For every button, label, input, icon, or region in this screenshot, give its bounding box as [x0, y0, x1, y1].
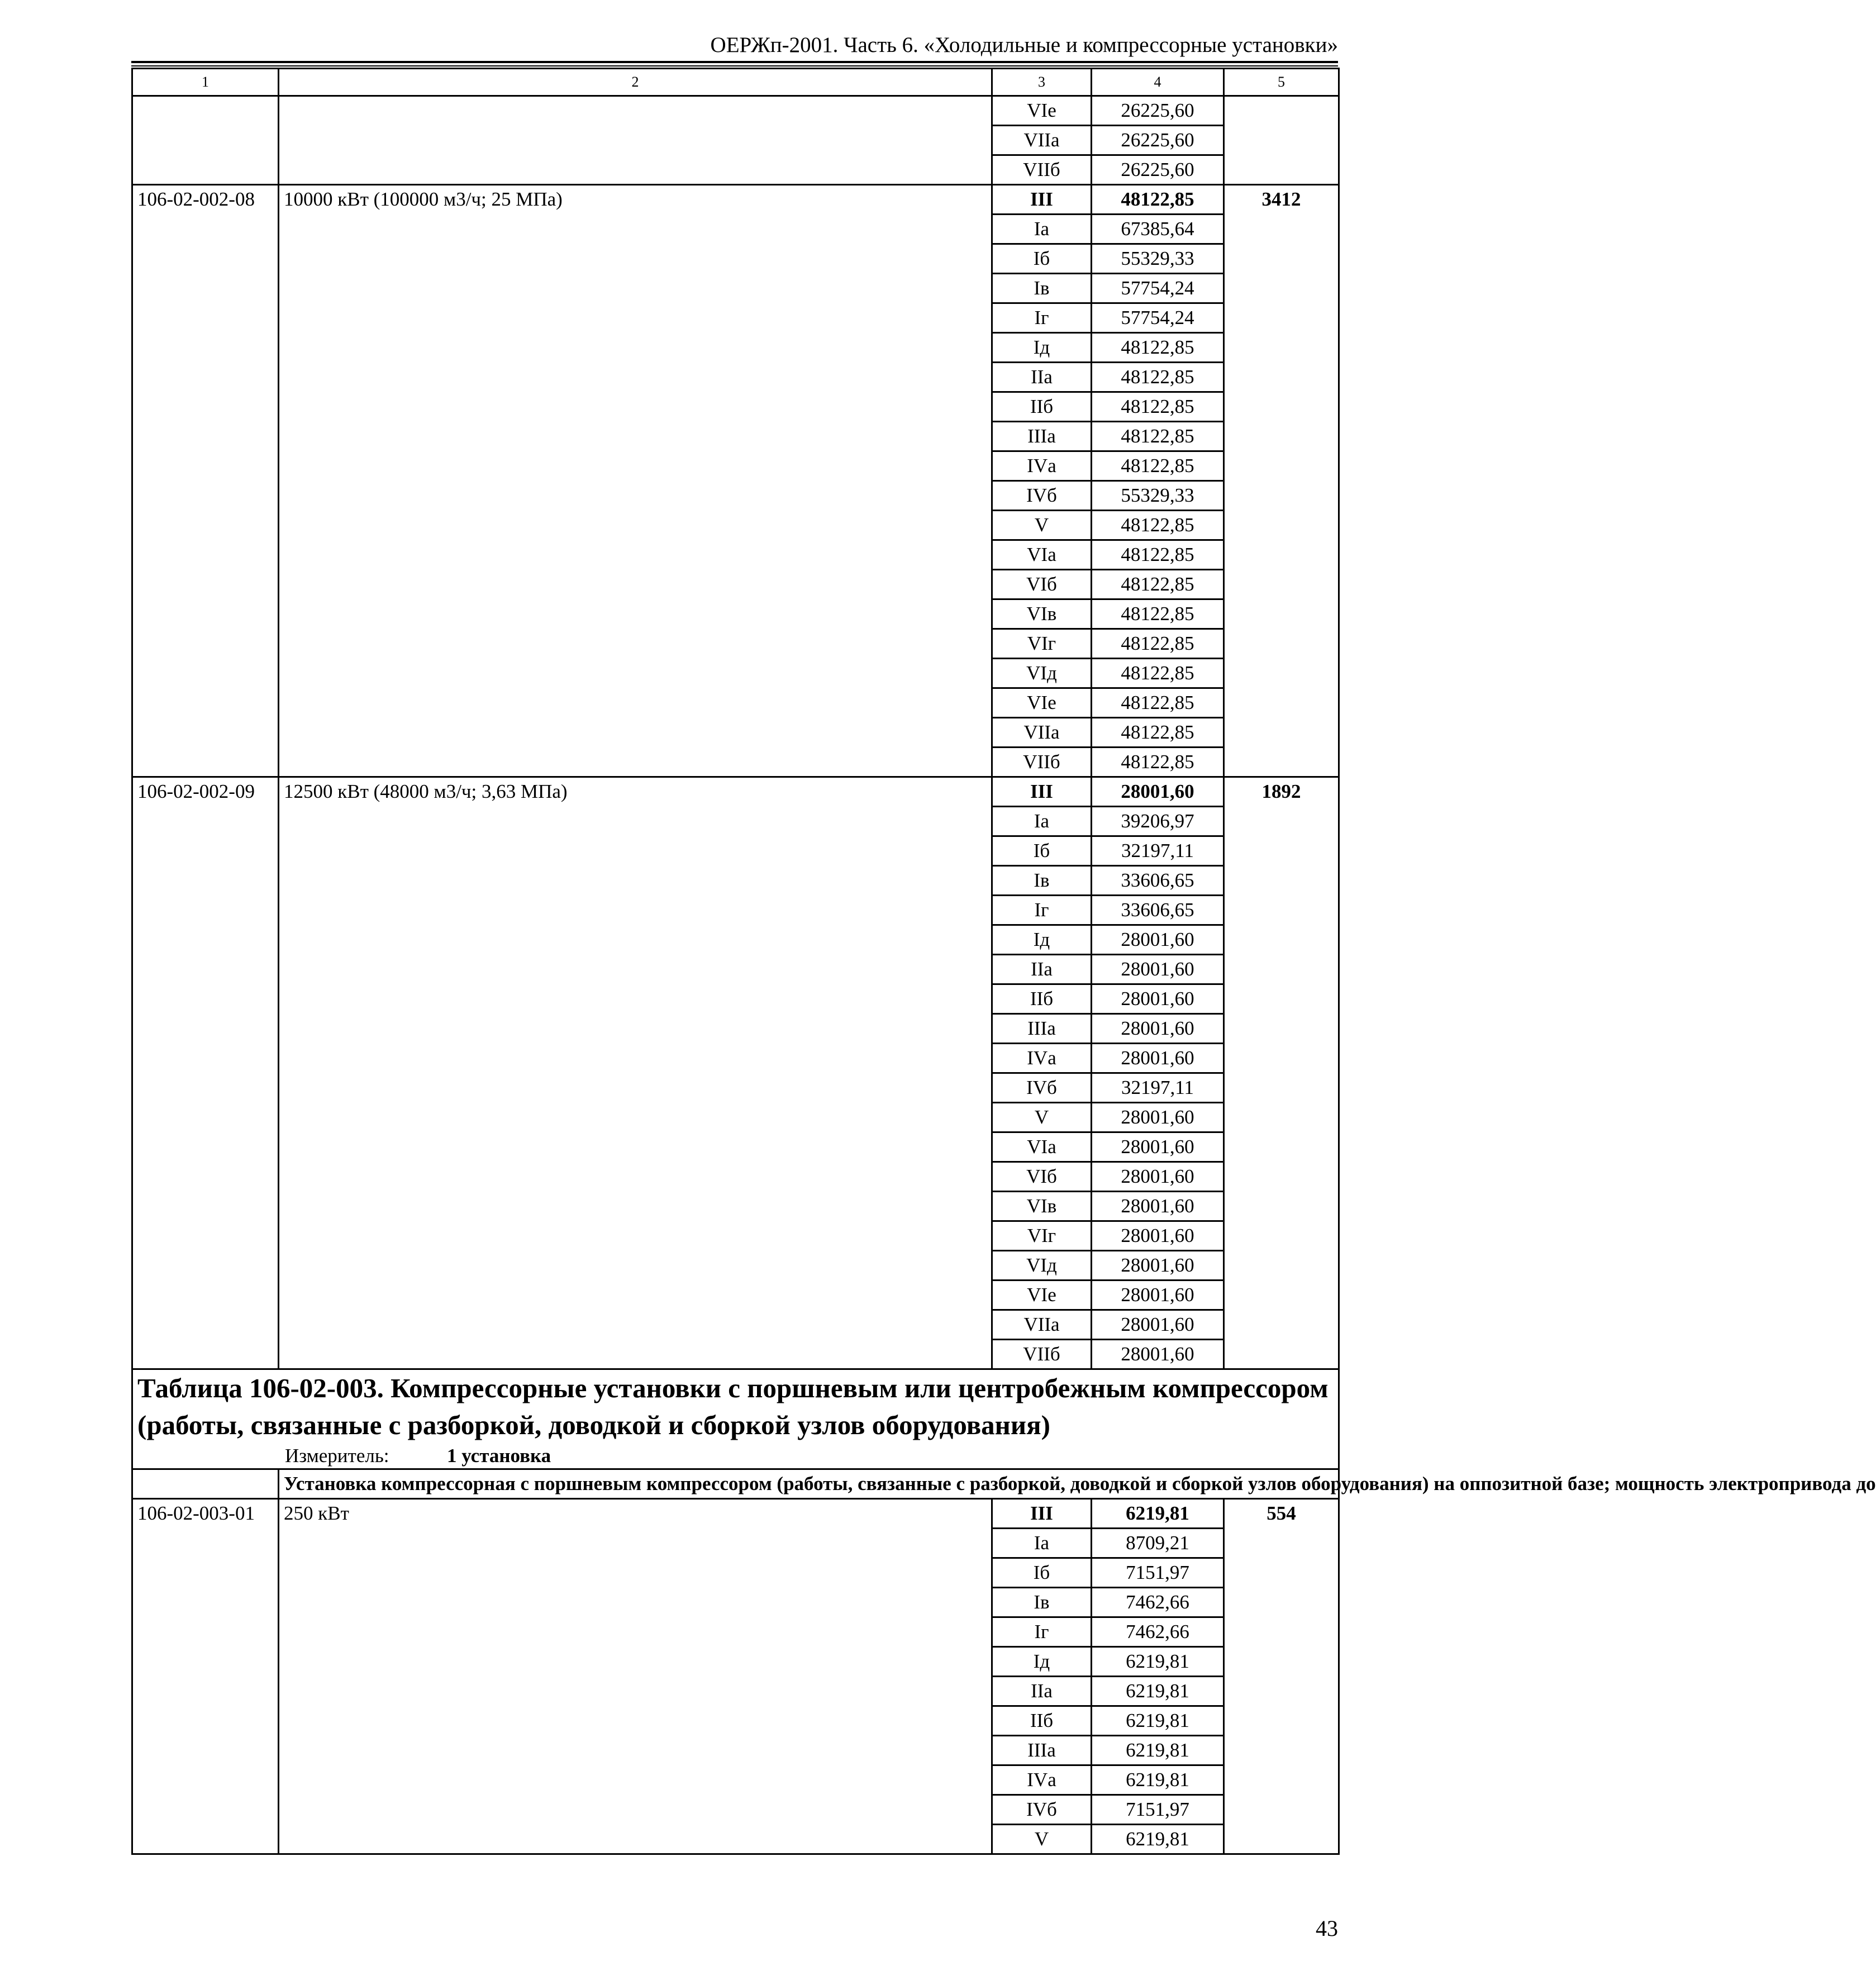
zone-cell: IVа: [992, 1765, 1092, 1795]
column-number-3: 3: [992, 69, 1092, 96]
item-name: 250 кВт: [279, 1499, 992, 1854]
value-cell: 28001,60: [1092, 1251, 1224, 1281]
table-row: [132, 777, 1339, 807]
value-cell: 6219,81: [1092, 1736, 1224, 1765]
zone-cell: Iб: [992, 244, 1092, 274]
subheading-text: Установка компрессорная с поршневым компрессором (работы, связанные с разборкой, доводкой и сборкой узлов оборудования) на оппозитной базе; мощность электропривода до: [279, 1469, 1339, 1499]
item-code: 106-02-002-08: [132, 185, 279, 777]
value-cell: 48122,85: [1092, 599, 1224, 629]
zone-cell: VIе: [992, 1281, 1092, 1310]
subheading-code-empty: [132, 1469, 279, 1499]
item-name: 12500 кВт (48000 м3/ч; 3,63 МПа): [279, 777, 992, 1369]
zone-cell: Iв: [992, 1588, 1092, 1617]
value-cell: 28001,60: [1092, 984, 1224, 1014]
value-cell: 67385,64: [1092, 215, 1224, 244]
value-cell: 48122,85: [1092, 570, 1224, 599]
zone-cell: VIг: [992, 629, 1092, 659]
value-cell: 48122,85: [1092, 363, 1224, 392]
zone-cell: III: [992, 1499, 1092, 1529]
page-number: 43: [1316, 1916, 1338, 1941]
zone-cell: IIа: [992, 955, 1092, 984]
zone-cell: IVб: [992, 481, 1092, 511]
value-cell: 28001,60: [1092, 955, 1224, 984]
zone-cell: Iг: [992, 1617, 1092, 1647]
item-code: 106-02-002-09: [132, 777, 279, 1369]
zone-cell: IIа: [992, 1677, 1092, 1706]
zone-cell: V: [992, 1825, 1092, 1854]
value-cell: 48122,85: [1092, 718, 1224, 748]
measure-label: Измеритель:: [285, 1445, 389, 1467]
zone-cell: V: [992, 1103, 1092, 1132]
zone-cell: VIIб: [992, 748, 1092, 777]
value-cell: 48122,85: [1092, 422, 1224, 451]
value-cell: 7151,97: [1092, 1795, 1224, 1825]
value-cell: 28001,60: [1092, 1132, 1224, 1162]
value-cell: 7151,97: [1092, 1558, 1224, 1588]
zone-cell: VIд: [992, 1251, 1092, 1281]
value-cell: 48122,85: [1092, 333, 1224, 363]
table-row: [132, 1499, 1339, 1529]
zone-cell: VIб: [992, 570, 1092, 599]
zone-cell: IVа: [992, 451, 1092, 481]
zone-cell: Iа: [992, 215, 1092, 244]
zone-cell: Iд: [992, 925, 1092, 955]
zone-cell: IIIа: [992, 1736, 1092, 1765]
subheading-row: [132, 1469, 1339, 1499]
value-cell: 57754,24: [1092, 274, 1224, 303]
column-number-1: 1: [132, 69, 279, 96]
value-cell: 33606,65: [1092, 896, 1224, 925]
zone-cell: VIIа: [992, 126, 1092, 155]
zone-cell: Iа: [992, 807, 1092, 836]
value-cell: 6219,81: [1092, 1825, 1224, 1854]
zone-cell: VIе: [992, 96, 1092, 126]
value-cell: 48122,85: [1092, 185, 1224, 215]
zone-cell: IIб: [992, 984, 1092, 1014]
value-cell: 55329,33: [1092, 244, 1224, 274]
value-cell: 28001,60: [1092, 1310, 1224, 1340]
value-cell: 32197,11: [1092, 1073, 1224, 1103]
value-cell: 39206,97: [1092, 807, 1224, 836]
zone-cell: IIIа: [992, 422, 1092, 451]
header-rule-thick: [131, 61, 1338, 63]
table-row: [132, 96, 1339, 126]
value-cell: 28001,60: [1092, 925, 1224, 955]
value-cell: 32197,11: [1092, 836, 1224, 866]
item-total: 1892: [1224, 777, 1339, 1369]
zone-cell: III: [992, 185, 1092, 215]
zone-cell: VIб: [992, 1162, 1092, 1192]
zone-cell: VIIб: [992, 155, 1092, 185]
item-total: 554: [1224, 1499, 1339, 1854]
section-heading-cell: [132, 1369, 1339, 1469]
zone-cell: VIIа: [992, 718, 1092, 748]
value-cell: 55329,33: [1092, 481, 1224, 511]
value-cell: 7462,66: [1092, 1617, 1224, 1647]
table-row: [132, 185, 1339, 215]
value-cell: 28001,60: [1092, 1340, 1224, 1369]
value-cell: 48122,85: [1092, 392, 1224, 422]
page-header-title: ОЕРЖп-2001. Часть 6. «Холодильные и компрессорные установки»: [710, 33, 1338, 57]
zone-cell: Iв: [992, 866, 1092, 896]
value-cell: 48122,85: [1092, 451, 1224, 481]
zone-cell: VIв: [992, 599, 1092, 629]
value-cell: 48122,85: [1092, 540, 1224, 570]
value-cell: 6219,81: [1092, 1765, 1224, 1795]
value-cell: 28001,60: [1092, 1044, 1224, 1073]
value-cell: 8709,21: [1092, 1529, 1224, 1558]
zone-cell: IVа: [992, 1044, 1092, 1073]
code-cell-empty: [132, 96, 279, 185]
column-number-2: 2: [279, 69, 992, 96]
zone-cell: VIIб: [992, 1340, 1092, 1369]
value-cell: 48122,85: [1092, 629, 1224, 659]
item-total: 3412: [1224, 185, 1339, 777]
value-cell: 6219,81: [1092, 1647, 1224, 1677]
value-cell: 57754,24: [1092, 303, 1224, 333]
value-cell: 26225,60: [1092, 155, 1224, 185]
zone-cell: VIе: [992, 688, 1092, 718]
table-title: Таблица 106-02-003. Компрессорные установки с поршневым или центробежным компрессором (работы, связанные с разборкой, доводкой и сборкой узлов оборудования): [137, 1373, 1329, 1440]
total-cell-empty: [1224, 96, 1339, 185]
zone-cell: IIб: [992, 1706, 1092, 1736]
value-cell: 28001,60: [1092, 777, 1224, 807]
measure-value: 1 установка: [447, 1445, 551, 1467]
column-number-5: 5: [1224, 69, 1339, 96]
value-cell: 6219,81: [1092, 1706, 1224, 1736]
zone-cell: IIб: [992, 392, 1092, 422]
value-cell: 28001,60: [1092, 1281, 1224, 1310]
value-cell: 33606,65: [1092, 866, 1224, 896]
value-cell: 7462,66: [1092, 1588, 1224, 1617]
item-code: 106-02-003-01: [132, 1499, 279, 1854]
value-cell: 48122,85: [1092, 659, 1224, 688]
zone-cell: IIа: [992, 363, 1092, 392]
rates-table: [131, 68, 1876, 1855]
zone-cell: VIд: [992, 659, 1092, 688]
value-cell: 6219,81: [1092, 1677, 1224, 1706]
zone-cell: IIIа: [992, 1014, 1092, 1044]
header-rule-thin: [131, 65, 1338, 66]
zone-cell: Iв: [992, 274, 1092, 303]
zone-cell: V: [992, 511, 1092, 540]
value-cell: 28001,60: [1092, 1162, 1224, 1192]
zone-cell: Iг: [992, 896, 1092, 925]
measure-line: [137, 1444, 1334, 1468]
zone-cell: Iб: [992, 1558, 1092, 1588]
value-cell: 28001,60: [1092, 1192, 1224, 1221]
zone-cell: Iа: [992, 1529, 1092, 1558]
zone-cell: IVб: [992, 1073, 1092, 1103]
value-cell: 48122,85: [1092, 688, 1224, 718]
zone-cell: Iд: [992, 1647, 1092, 1677]
zone-cell: Iг: [992, 303, 1092, 333]
section-heading-row: [132, 1369, 1339, 1469]
zone-cell: VIг: [992, 1221, 1092, 1251]
zone-cell: III: [992, 777, 1092, 807]
value-cell: 28001,60: [1092, 1221, 1224, 1251]
column-number-4: 4: [1092, 69, 1224, 96]
value-cell: 28001,60: [1092, 1103, 1224, 1132]
zone-cell: VIа: [992, 540, 1092, 570]
value-cell: 26225,60: [1092, 126, 1224, 155]
zone-cell: VIа: [992, 1132, 1092, 1162]
zone-cell: Iб: [992, 836, 1092, 866]
value-cell: 48122,85: [1092, 748, 1224, 777]
value-cell: 6219,81: [1092, 1499, 1224, 1529]
column-numbers-row: [132, 69, 1339, 96]
zone-cell: Iд: [992, 333, 1092, 363]
item-name: 10000 кВт (100000 м3/ч; 25 МПа): [279, 185, 992, 777]
value-cell: 26225,60: [1092, 96, 1224, 126]
name-cell-empty: [279, 96, 992, 185]
value-cell: 28001,60: [1092, 1014, 1224, 1044]
zone-cell: VIIа: [992, 1310, 1092, 1340]
value-cell: 48122,85: [1092, 511, 1224, 540]
zone-cell: IVб: [992, 1795, 1092, 1825]
zone-cell: VIв: [992, 1192, 1092, 1221]
